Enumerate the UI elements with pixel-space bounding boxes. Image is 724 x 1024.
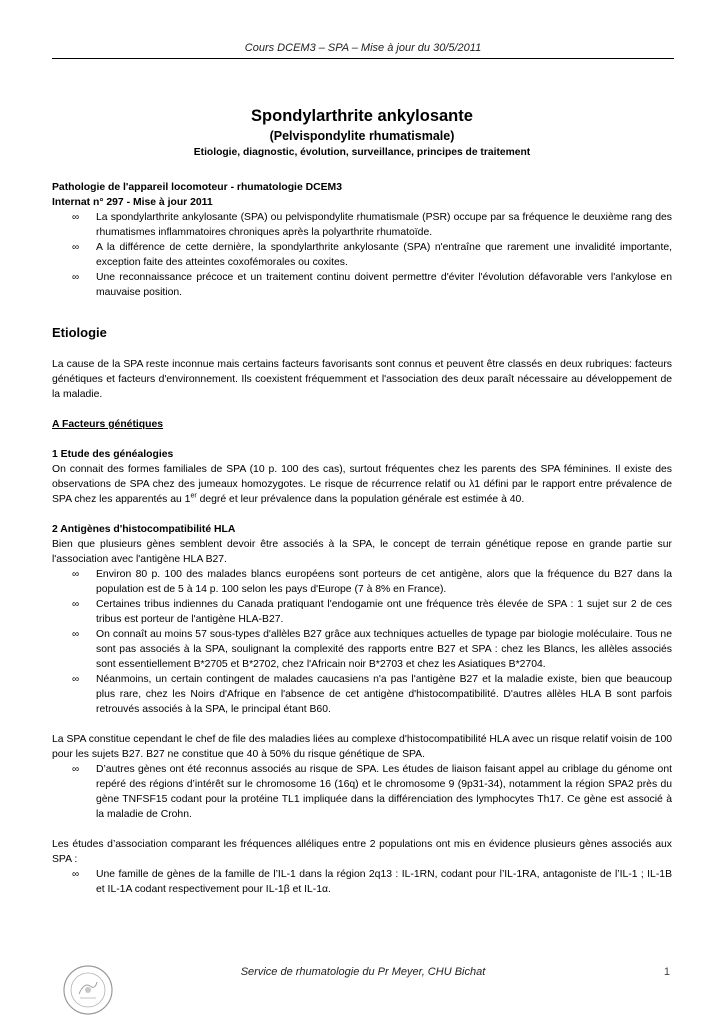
genes-list bbox=[52, 762, 672, 822]
bullet-icon: ∞ bbox=[72, 569, 80, 580]
page-number: 1 bbox=[663, 966, 670, 978]
document-title: Spondylarthrite ankylosante bbox=[251, 107, 473, 125]
intro-list bbox=[52, 210, 672, 300]
paragraph: Bien que plusieurs gènes semblent devoir être associés à la SPA, le concept de terrain génétique repose en grande partie sur l'association avec l'antigène HLA B27. bbox=[52, 539, 672, 565]
list-item: ∞ Certaines tribus indiennes du Canada pratiquant l'endogamie ont une fréquence très élevée de SPA : 1 sujet sur 2 de ces tribus est porteur de l'antigène HLA-B27. bbox=[72, 599, 672, 625]
list-item: ∞ Une famille de gènes de la famille de l’IL-1 dans la région 2q13 : IL-1RN, codant pour l’IL-1RA, antagoniste de l’IL-1 ; IL-1B et IL-1A codant respectivement pour IL-1β et IL-1α. bbox=[72, 869, 672, 895]
hla-list bbox=[52, 567, 672, 717]
running-header: Cours DCEM3 – SPA – Mise à jour du 30/5/2011 bbox=[244, 42, 482, 54]
bullet-icon: ∞ bbox=[72, 674, 80, 685]
course-meta-line: Pathologie de l'appareil locomoteur - rhumatologie DCEM3 bbox=[52, 182, 342, 193]
bullet-icon: ∞ bbox=[72, 212, 80, 223]
list-item: ∞ D’autres gènes ont été reconnus associés au risque de SPA. Les études de liaison faisant appel au criblage du génome ont repéré des régions d’intérêt sur le chromosome 16 (16q) et le chromosome 9 (9p31-34), notamment la région SPA2 près du gène TNFSF15 codant pour la protéine TL1 impliquée dans la différenciation des lymphocytes Th17. Ce gène est associé à la maladie de Crohn. bbox=[72, 764, 672, 820]
section-heading-etiologie: Etiologie bbox=[52, 325, 107, 340]
bullet-icon: ∞ bbox=[72, 242, 80, 253]
list-item: ∞ Environ 80 p. 100 des malades blancs européens sont porteurs de cet antigène, alors que la fréquence du B27 dans la population est de 5 à 14 p. 100 selon les pays d'Europe (7 à 8% en France). bbox=[72, 569, 672, 595]
course-meta bbox=[52, 180, 672, 210]
bullet-icon: ∞ bbox=[72, 272, 80, 283]
document-body bbox=[52, 106, 672, 897]
bullet-icon: ∞ bbox=[72, 599, 80, 610]
running-footer: Service de rhumatologie du Pr Meyer, CHU Bichat bbox=[240, 966, 486, 978]
bullet-icon: ∞ bbox=[72, 629, 80, 640]
document-subtitle-topics: Etiologie, diagnostic, évolution, surveillance, principes de traitement bbox=[193, 147, 531, 158]
document-subtitle: (Pelvispondylite rhumatismale) bbox=[269, 129, 455, 143]
bullet-icon: ∞ bbox=[72, 764, 80, 775]
list-item: ∞ On connaît au moins 57 sous-types d'allèles B27 grâce aux techniques actuelles de typage par biologie moléculaire. Tous ne sont pas associés à la SPA, soulignant la complexité des rapports entre B27 et SPA : chez les Blancs, les allèles associés sont essentiellement B*2705 et B*2702, chez l'Africain noir B*2703 et chez les Asiatiques B*2704. bbox=[72, 629, 672, 670]
bullet-icon: ∞ bbox=[72, 869, 80, 880]
header-rule bbox=[52, 58, 674, 59]
course-meta-line: Internat n° 297 - Mise à jour 2011 bbox=[52, 197, 213, 208]
list-item: ∞ La spondylarthrite ankylosante (SPA) ou pelvispondylite rhumatismale (PSR) occupe par sa fréquence le deuxième rang des rhumatismes inflammatoires chroniques après la polyarthrite rhumatoïde. bbox=[72, 212, 672, 238]
paragraph: On connait des formes familiales de SPA (10 p. 100 des cas), surtout fréquentes chez les parents des SPA féminines. Il existe des observations de SPA chez des jumeaux homozygotes. Le risque de récurrence relatif ou λ1 défini par le rapport entre prévalence de SPA chez les apparentés au 1er degré et leur prévalence dans la population générale est estimée à 40. bbox=[52, 464, 672, 505]
subsection-heading-genealogies: 1 Etude des généalogies bbox=[52, 449, 174, 460]
paragraph: Les études d’association comparant les fréquences alléliques entre 2 populations ont mis en évidence plusieurs gènes associés aux SPA : bbox=[52, 839, 672, 865]
subsection-heading-genetic: A Facteurs génétiques bbox=[52, 419, 164, 430]
paragraph: La SPA constitue cependant le chef de file des maladies liées au complexe d'histocompatibilité HLA avec un risque relatif voisin de 100 pour les sujets B27. B27 ne constitue que 40 à 50% du risque génétique de SPA. bbox=[52, 734, 672, 760]
association-list bbox=[52, 867, 672, 897]
list-item: ∞ A la différence de cette dernière, la spondylarthrite ankylosante (SPA) n'entraîne que rarement une invalidité importante, exception faite des atteintes coxofémorales ou coxites. bbox=[72, 242, 672, 268]
subsection-heading-hla: 2 Antigènes d'histocompatibilité HLA bbox=[52, 524, 236, 535]
paragraph: La cause de la SPA reste inconnue mais certains facteurs favorisants sont connus et peuvent être classés en deux rubriques: facteurs génétiques et facteurs d'environnement. Ils coexistent fréquemment et l'association des deux paraît nécessaire au développement de la maladie. bbox=[52, 359, 672, 400]
list-item: ∞ Une reconnaissance précoce et un traitement continu doivent permettre d'éviter l'évolution défavorable vers l'ankylose en mauvaise position. bbox=[72, 272, 672, 298]
list-item: ∞ Néanmoins, un certain contingent de malades caucasiens n'a pas l'antigène B27 et la maladie existe, bien que beaucoup plus rare, chez les Noirs d'Afrique en l'absence de cet antigène d'histocompatibilité. D'autres allèles HLA B sont parfois retrouvés associés à la SPA, le principal étant B60. bbox=[72, 674, 672, 715]
